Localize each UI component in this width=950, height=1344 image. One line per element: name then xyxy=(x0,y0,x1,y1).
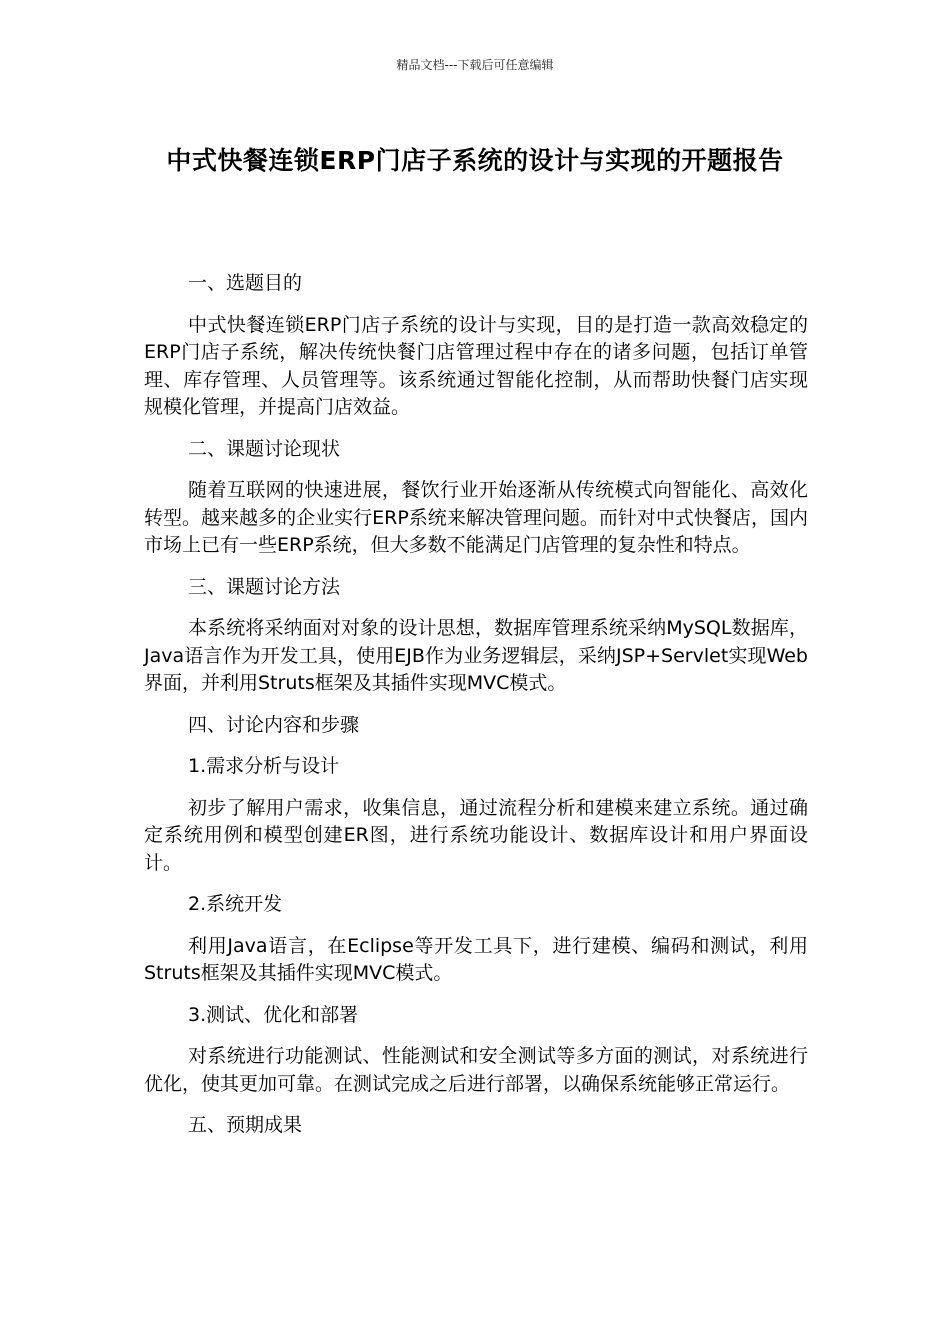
section-paragraph-purpose: 中式快餐连锁ERP门店子系统的设计与实现，目的是打造一款高效稳定的ERP门店子系统，解决传统快餐门店管理过程中存在的诸多问题，包括订单管理、库存管理、人员管理等。该系统通过智能化控制，从而帮助快餐门店实现规模化管理，并提高门店效益。 xyxy=(144,313,808,418)
subsection-paragraph-development: 利用Java语言，在Eclipse等开发工具下，进行建模、编码和测试，利用Struts框架及其插件实现MVC模式。 xyxy=(144,934,808,984)
document-title: 中式快餐连锁ERP门店子系统的设计与实现的开题报告 xyxy=(166,146,784,175)
subsection-paragraph-testing: 对系统进行功能测试、性能测试和安全测试等多方面的测试，对系统进行优化，使其更加可靠。在测试完成之后进行部署，以确保系统能够正常运行。 xyxy=(144,1045,808,1095)
section-heading-status: 二、课题讨论现状 xyxy=(188,437,341,460)
subsection-paragraph-requirements: 初步了解用户需求，收集信息，通过流程分析和建模来建立系统。通过确定系统用例和模型创建ER图，进行系统功能设计、数据库设计和用户界面设计。 xyxy=(144,796,808,874)
subsection-heading-requirements: 1.需求分析与设计 xyxy=(188,755,340,777)
section-heading-purpose: 一、选题目的 xyxy=(188,272,303,294)
subsection-heading-development: 2.系统开发 xyxy=(188,893,283,915)
section-paragraph-method: 本系统将采纳面对对象的设计思想，数据库管理系统采纳MySQL数据库，Java语言作为开发工具，使用EJB作为业务逻辑层，采纳JSP+Servlet实现Web界面，并利用Struts框架及其插件实现MVC模式。 xyxy=(144,617,808,694)
header-note: 精品文档---下载后可任意编辑 xyxy=(396,58,554,72)
section-paragraph-status: 随着互联网的快速进展，餐饮行业开始逐渐从传统模式向智能化、高效化转型。越来越多的企业实行ERP系统来解决管理问题。而针对中式快餐店，国内市场上已有一些ERP系统，但大多数不能满足门店管理的复杂性和特点。 xyxy=(144,479,808,556)
subsection-heading-testing: 3.测试、优化和部署 xyxy=(188,1003,359,1026)
section-heading-content-steps: 四、讨论内容和步骤 xyxy=(188,713,360,736)
section-heading-expected-results: 五、预期成果 xyxy=(188,1114,303,1136)
document-body xyxy=(144,270,808,1154)
section-heading-method: 三、课题讨论方法 xyxy=(188,575,341,598)
